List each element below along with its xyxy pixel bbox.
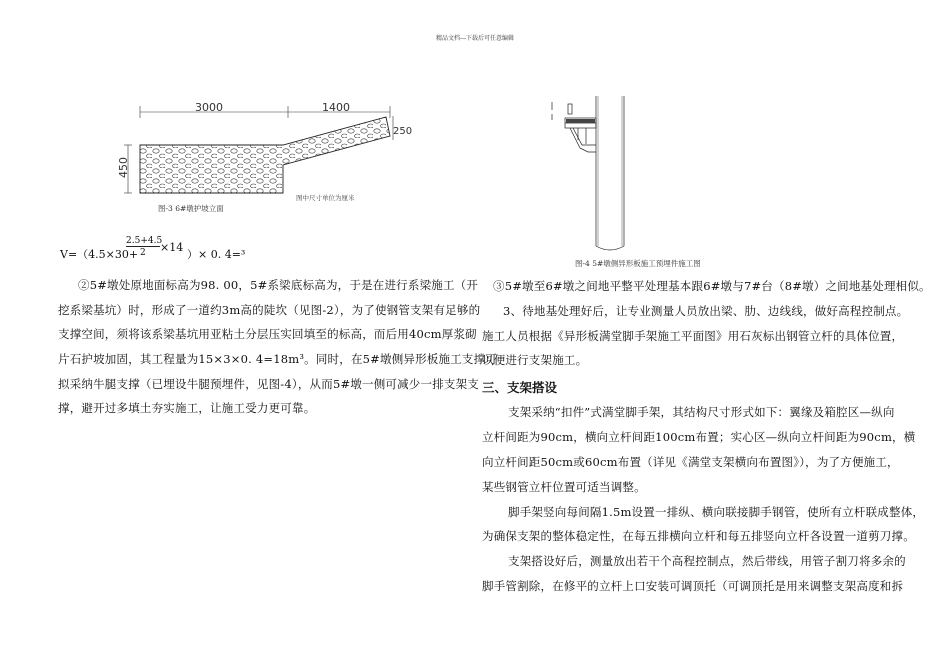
- figure-3-slope-drawing: [100, 98, 413, 208]
- left-para-line-4: 片石护坡加固，其工程量为15×3×0. 4=18m³。同时，在5#墩侧异形板施工支撑可: [58, 352, 497, 366]
- formula-prefix: V=（4.5×30+: [60, 248, 139, 261]
- page-header: 精品文档---下载后可任意编辑: [435, 35, 515, 42]
- fig3-unit-note: 图中尺寸单位为厘米: [296, 194, 355, 202]
- left-para-line-3: 支撑空间，须将该系梁基坑用亚粘土分层压实回填至的标高，而后用40cm厚浆砌: [58, 327, 477, 341]
- section-heading: 三、支架搭设: [482, 380, 558, 395]
- formula-fraction-bar: [126, 246, 160, 247]
- right-para4-line-2: 为确保支架的整体稳定性，在每五排横向立杆和每五排竖向立杆各设置一道剪刀撑。: [482, 529, 915, 543]
- right-para2-line-2: 施工人员根据《异形板满堂脚手架施工平面图》用石灰标出钢管立杆的具体位置，: [482, 329, 904, 343]
- figure-4-embedded-part-drawing: [540, 96, 630, 254]
- fig3-dim-left: 450: [117, 157, 130, 178]
- formula-mult: ×14: [160, 241, 184, 254]
- left-para-line-1: ②5#墩处原地面标高为98. 00，5#系梁底标高为，于是在进行系梁施工（开: [78, 278, 479, 292]
- figure-4-caption: 图-4 5#墩侧异形板施工预埋件施工图: [575, 259, 701, 268]
- right-para5-line-2: 脚手管割除，在修平的立杆上口安装可调顶托（可调顶托是用来调整支架高度和拆: [482, 579, 904, 593]
- figure-3-caption: 图-3 6#墩护坡立面: [158, 204, 224, 213]
- fig3-dim-top-left: 3000: [195, 101, 223, 114]
- right-para4-line-1: 脚手架竖向每间隔1.5m设置一排纵、横向联接脚手钢管，使所有立杆联成整体，: [508, 505, 925, 519]
- left-para-line-6: 撑，避开过多填土夯实施工，让施工受力更可靠。: [58, 401, 316, 415]
- formula-suffix: ）× 0. 4=³: [187, 248, 246, 261]
- right-para-line-1: ③5#墩至6#墩之间地平整平处理基本跟6#墩与7#台（8#墩）之间地基处理相似。: [493, 279, 931, 293]
- right-para3-line-3: 向立杆间距50cm或60cm布置（详见《满堂支架横向布置图》），为了方便施工，: [482, 455, 899, 469]
- right-para2-line-1: 3、待地基处理好后，让专业测量人员放出梁、肋、边线线，做好高程控制点。: [503, 304, 909, 318]
- right-para3-line-1: 支架采纳“扣件”式满堂脚手架，其结构尺寸形式如下：翼缘及箱腔区—纵向: [508, 405, 895, 419]
- formula-numerator: 2.5+4.5: [126, 236, 163, 246]
- fig3-dim-top-right: 1400: [322, 101, 350, 114]
- left-para-line-5: 拟采纳牛腿支撑（已埋设牛腿预埋件，见图-4），从而5#墩一侧可减少一排支架支: [58, 377, 480, 391]
- right-para3-line-2: 立杆间距为90cm，横向立杆间距100cm布置；实心区—纵向立杆间距为90cm，横: [482, 430, 916, 444]
- right-para5-line-1: 支架搭设好后，测量放出若干个高程控制点，然后带线，用管子割刀将多余的: [508, 554, 906, 568]
- formula-denominator: 2: [140, 248, 146, 258]
- left-para-line-2: 挖系梁基坑）时，形成了一道约3m高的陡坎（见图-2），为了使钢管支架有足够的: [58, 303, 481, 317]
- right-para3-line-4: 某些钢管立杆位置可适当调整。: [482, 480, 646, 494]
- right-para2-line-3: 以便进行支架施工。: [482, 353, 588, 367]
- fig3-dim-right: 250: [393, 126, 413, 137]
